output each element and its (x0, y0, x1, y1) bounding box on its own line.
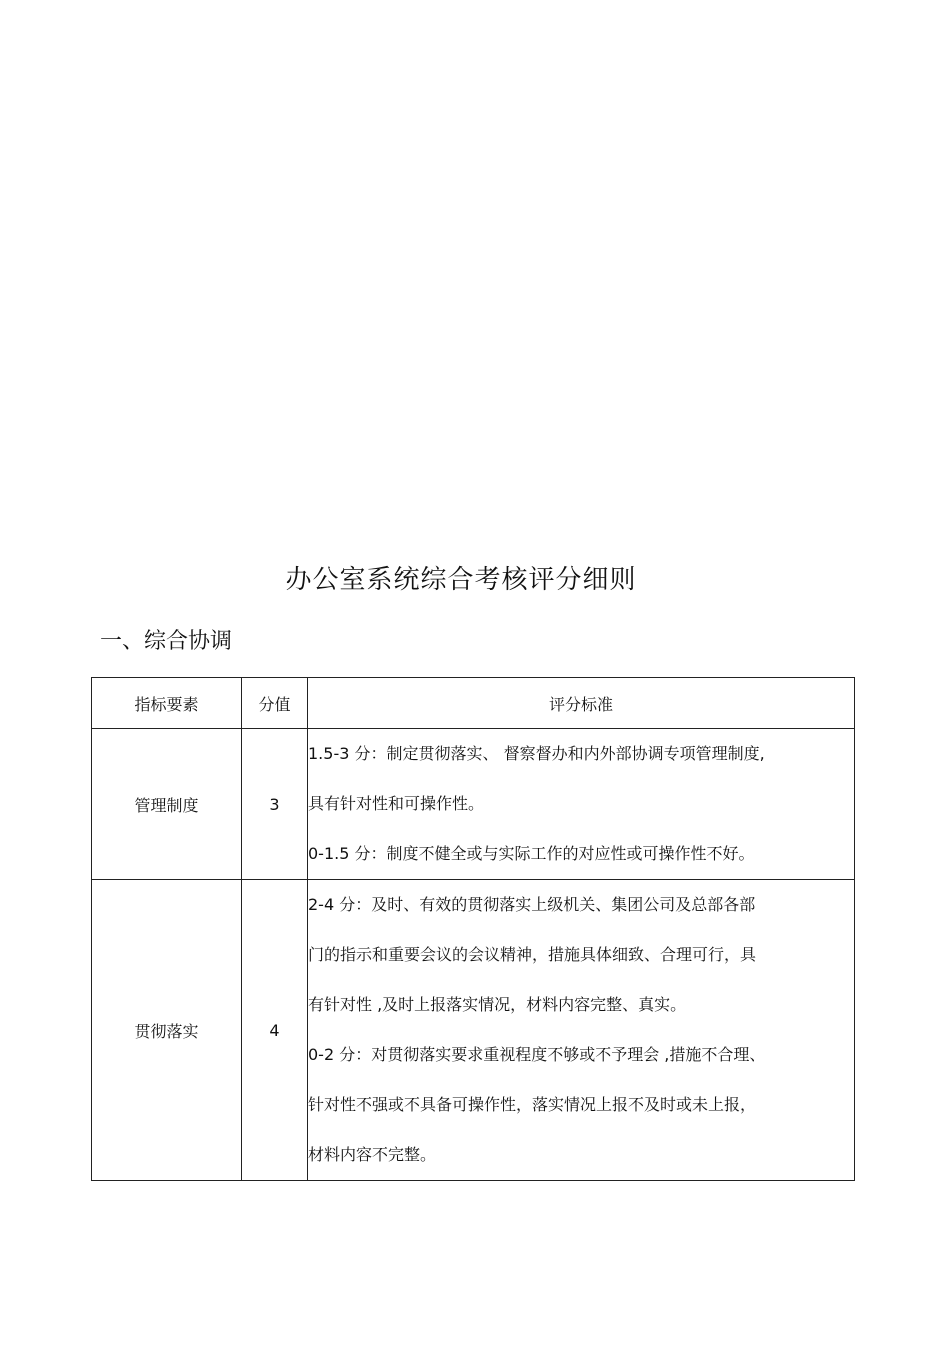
factor-cell: 管理制度 (92, 729, 242, 880)
criteria-cell (308, 729, 855, 880)
criteria-line: 1.5-3 分：制定贯彻落实、 督察督办和内外部协调专项管理制度, (308, 744, 765, 763)
criteria-line: 0-2 分：对贯彻落实要求重视程度不够或不予理会 ,措施不合理、 (308, 1045, 766, 1064)
score-cell: 4 (242, 880, 308, 1181)
criteria-line: 0-1.5 分：制度不健全或与实际工作的对应性或可操作性不好。 (308, 844, 755, 863)
criteria-cell (308, 880, 855, 1181)
criteria-line: 针对性不强或不具备可操作性，落实情况上报不及时或未上报， (308, 1095, 757, 1114)
document-title: 办公室系统综合考核评分细则 (285, 565, 637, 595)
criteria-line: 具有针对性和可操作性。 (308, 794, 485, 813)
criteria-line: 材料内容不完整。 (308, 1145, 437, 1164)
criteria-line: 门的指示和重要会议的会议精神，措施具体细致、合理可行，具 (308, 945, 757, 964)
table-row (92, 880, 855, 1181)
header-criteria: 评分标准 (308, 678, 855, 729)
table-row (92, 729, 855, 880)
table-header-row (92, 678, 855, 729)
criteria-line: 有针对性 ,及时上报落实情况，材料内容完整、真实。 (308, 995, 687, 1014)
header-factor: 指标要素 (92, 678, 242, 729)
score-cell: 3 (242, 729, 308, 880)
factor-cell: 贯彻落实 (92, 880, 242, 1181)
scoring-table (91, 677, 855, 1181)
criteria-line: 2-4 分：及时、有效的贯彻落实上级机关、集团公司及总部各部 (308, 895, 756, 914)
header-score: 分值 (242, 678, 308, 729)
section-heading: 一、综合协调 (100, 629, 233, 654)
